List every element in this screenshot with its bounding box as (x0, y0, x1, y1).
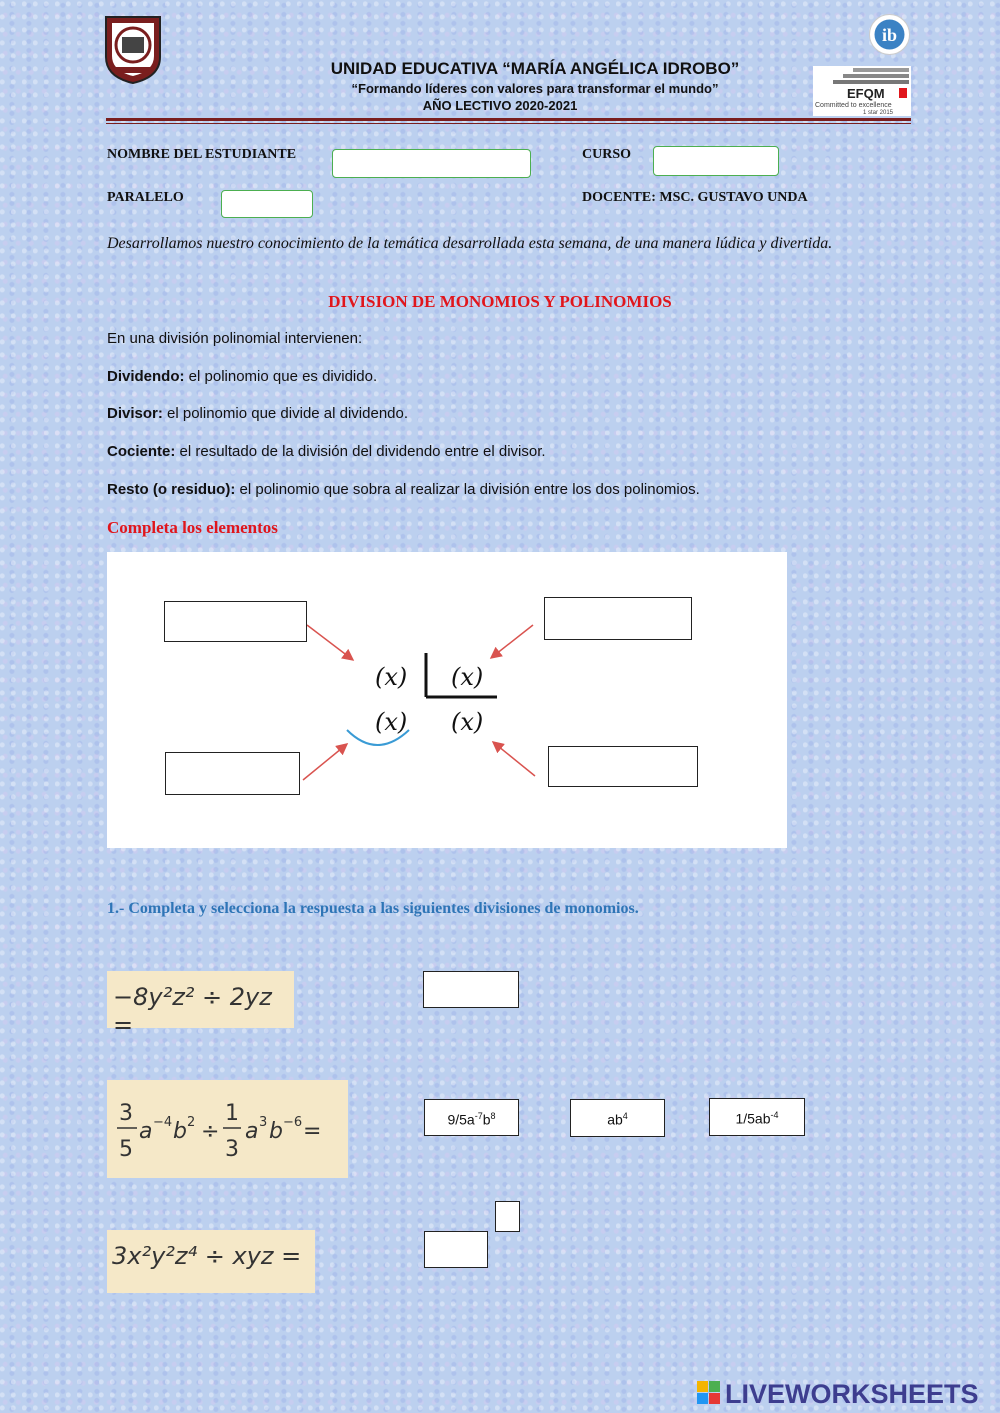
definitions-lead: En una división polinomial intervienen: (107, 330, 363, 347)
svg-text:3: 3 (119, 1101, 133, 1126)
definition-dividend (107, 368, 377, 385)
arrow-to-quotient (493, 742, 535, 776)
course-label: CURSO (582, 147, 632, 162)
poly-dividend: (x) (375, 663, 408, 691)
expression-3 (107, 1230, 315, 1293)
definition-term: Divisor: (107, 405, 163, 422)
definition-term: Resto (o residuo): (107, 481, 236, 498)
liveworksheets-brand-text: LIVEWORKSHEETS (725, 1379, 979, 1408)
definition-term: Dividendo: (107, 368, 185, 385)
definition-quotient (107, 443, 546, 460)
ib-logo (868, 13, 911, 56)
svg-text:−4: −4 (153, 1115, 173, 1130)
option-3[interactable]: $1/5ab^{-4}$ (709, 1098, 805, 1136)
answer-3-exponent-box[interactable] (495, 1201, 520, 1232)
definition-text: el polinomio que divide al dividendo. (162, 405, 409, 422)
expression-1 (107, 971, 294, 1039)
school-name: UNIDAD EDUCATIVA “MARÍA ANGÉLICA IDROBO” (330, 59, 740, 78)
header-divider-thin (106, 123, 911, 124)
option-2[interactable]: $ab^4$ (570, 1099, 665, 1137)
efqm-logo-line1: Committed to excellence (815, 102, 892, 109)
definition-remainder (107, 481, 700, 498)
efqm-logo-name: EFQM (847, 86, 885, 101)
quotient-answer-box[interactable] (548, 746, 698, 787)
svg-text:1: 1 (225, 1101, 239, 1126)
expression-1-text: −8y²z² ÷ 2yz = (113, 983, 272, 1039)
section-title: DIVISION DE MONOMIOS Y POLINOMIOS (328, 292, 672, 311)
course-field[interactable] (653, 146, 779, 176)
poly-quotient: (x) (451, 708, 484, 736)
efqm-logo-line2: 1 star 2015 (863, 110, 894, 116)
expression-3-text: 3x²y²z⁴ ÷ xyz = (112, 1242, 302, 1270)
definition-term: Cociente: (107, 443, 176, 460)
svg-text:÷: ÷ (201, 1119, 220, 1144)
division-diagram (107, 552, 787, 848)
svg-text:a: a (245, 1119, 259, 1144)
svg-text:5: 5 (119, 1137, 133, 1162)
dividend-answer-box[interactable] (164, 601, 307, 642)
arrow-to-remainder (303, 744, 347, 780)
teacher-label: DOCENTE: MSC. GUSTAVO UNDA (582, 190, 808, 205)
arrow-to-dividend (307, 625, 353, 660)
school-crest-logo (100, 13, 166, 85)
school-motto: “Formando líderes con valores para transformar el mundo” (351, 81, 719, 96)
svg-text:2: 2 (187, 1115, 196, 1130)
svg-text:=: = (303, 1119, 322, 1144)
option-1[interactable]: $9/5a^{-7}b^8$ (424, 1099, 519, 1136)
divisor-answer-box[interactable] (544, 597, 692, 640)
complete-elements-title: Completa los elementos (107, 518, 278, 537)
exercise-title: 1.- Completa y selecciona la respuesta a las siguientes divisiones de monomios. (107, 900, 639, 917)
svg-text:b: b (173, 1119, 187, 1144)
svg-text:a: a (139, 1119, 153, 1144)
remainder-answer-box[interactable] (165, 752, 300, 795)
svg-text:−6: −6 (283, 1115, 303, 1130)
school-year: AÑO LECTIVO 2020-2021 (422, 98, 578, 113)
definition-text: el resultado de la división del dividendo entre el divisor. (175, 443, 546, 460)
parallel-field[interactable] (221, 190, 313, 218)
liveworksheets-logo (697, 1378, 997, 1408)
expression-2 (107, 1080, 348, 1178)
svg-text:3: 3 (259, 1115, 268, 1130)
poly-divisor: (x) (451, 663, 484, 691)
intro-text: Desarrollamos nuestro conocimiento de la temática desarrollada esta semana, de una manera lúdica y divertida. (107, 235, 833, 252)
ib-logo-text: ib (881, 25, 898, 45)
parallel-label: PARALELO (107, 190, 184, 205)
arrow-to-divisor (491, 625, 533, 658)
poly-remainder: (x) (375, 708, 408, 736)
answer-3-coefficient-box[interactable] (424, 1231, 488, 1268)
header-divider (106, 118, 911, 121)
definition-text: el polinomio que es dividido. (184, 368, 378, 385)
student-name-label: NOMBRE DEL ESTUDIANTE (107, 147, 297, 162)
definition-divisor (107, 405, 408, 422)
svg-text:b: b (269, 1119, 283, 1144)
student-name-field[interactable] (332, 149, 531, 178)
answer-1-box[interactable] (423, 971, 519, 1008)
definition-text: el polinomio que sobra al realizar la división entre los dos polinomios. (235, 481, 700, 498)
svg-text:3: 3 (225, 1137, 239, 1162)
